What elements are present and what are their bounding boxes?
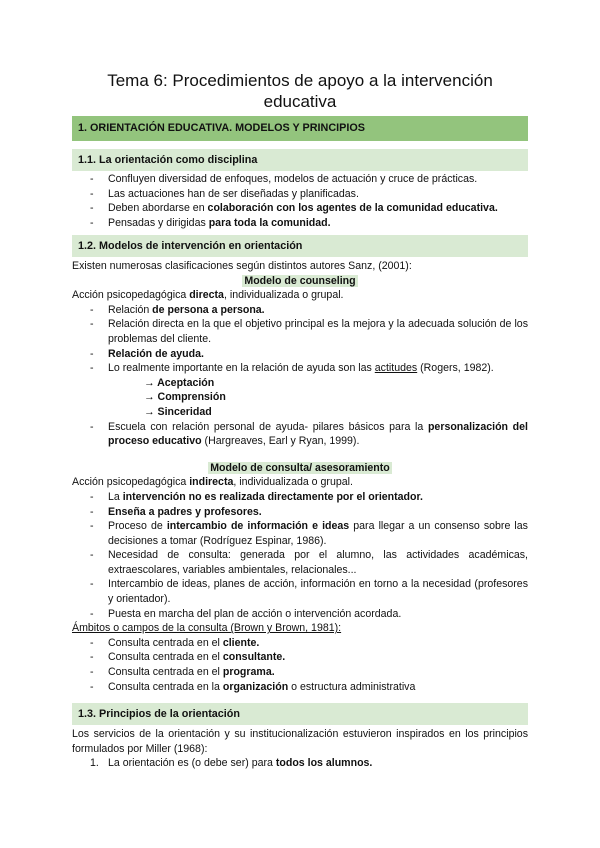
list-item-text: Consulta centrada en el (108, 636, 223, 649)
list-item (72, 548, 528, 577)
list-item-bold: organización (222, 680, 289, 693)
list-item (72, 650, 528, 665)
ambitos-list (72, 636, 528, 694)
page-title (60, 70, 540, 112)
list-item-text: Proceso de (108, 520, 167, 533)
list-item (72, 187, 528, 202)
list-item-text: Relación (108, 303, 153, 316)
list-item-text: La orientación es (o debe ser) para (108, 757, 276, 770)
list-item-text: Escuela con relación personal de ayuda- pilares básicos para la (108, 420, 428, 433)
section-heading-1-3: 1.3. Principios de la orientación (72, 703, 528, 725)
list-item (72, 756, 528, 771)
list-item (72, 172, 528, 187)
list-item-text: Puesta en marcha del plan de acción o intervención acordada. (108, 607, 402, 620)
list-item-text: Intercambio de ideas, planes de acción, información en torno a la necesidad (profesores y orientador). (108, 578, 528, 606)
list-item-bold: Relación de ayuda. (108, 347, 204, 360)
list-item-bold: consultante. (222, 651, 286, 664)
list-item-text: Pensadas y dirigidas (108, 216, 209, 229)
list-item (72, 303, 528, 318)
section-heading-1-1: 1.1. La orientación como disciplina (72, 149, 528, 171)
list-item-text: Confluyen diversidad de enfoques, modelos de actuación y cruce de prácticas. (108, 173, 478, 185)
list-item (72, 577, 528, 606)
list-item (72, 665, 528, 680)
list-item (72, 505, 528, 520)
list-item-text: para llegar a un consenso sobre las decisiones a tomar (Rodríguez Espinar, 1986). (108, 520, 528, 547)
list-item (72, 420, 528, 449)
counseling-lead (72, 288, 528, 303)
list-item-bold: todos los alumnos. (275, 757, 373, 770)
arrow-item-sinceridad: → Sinceridad (144, 405, 212, 418)
list-item-text: Necesidad de consulta: generada por el alumno, las actividades académicas, extraescolares, variables ambientales, relacionales... (108, 549, 528, 576)
list-item-text: (Hargreaves, Earl y Ryan, 1999). (201, 435, 360, 448)
list-item-bold: personalización del proceso educativo (108, 420, 528, 448)
section-1-2-body (72, 259, 528, 694)
consulta-list (72, 490, 528, 621)
lead-text: , individualizada o grupal. (233, 476, 353, 489)
list-item (72, 490, 528, 505)
list-item-text: Consulta centrada en el (108, 651, 223, 664)
principles-list (72, 756, 528, 771)
list-item-text: Lo realmente importante en la relación de ayuda son las (108, 362, 375, 375)
list-number: 1. (90, 757, 99, 770)
list-item-text: Consulta centrada en el (108, 666, 223, 679)
counseling-list (72, 303, 528, 376)
list-item (72, 680, 528, 695)
list-item-bold: intercambio de información e ideas (166, 520, 350, 533)
lead-text: Acción psicopedagógica (72, 289, 190, 302)
counseling-list-2 (72, 420, 528, 449)
page-title-line2: educativa (263, 92, 337, 111)
section-heading-1: 1. ORIENTACIÓN EDUCATIVA. MODELOS Y PRINCIPIOS (72, 116, 528, 141)
arrow-item-comprension: → Comprensión (144, 391, 226, 404)
consulta-heading-text: Modelo de consulta/ asesoramiento (210, 461, 390, 474)
list-item-text: o estructura administrativa (288, 680, 416, 693)
list-item (72, 347, 528, 362)
list-item (72, 361, 528, 376)
list-item (72, 216, 528, 231)
consulta-lead (72, 475, 528, 490)
list-item (72, 519, 528, 548)
principles-intro: Los servicios de la orientación y su institucionalización estuvieron inspirados en los principios formulados por Miller (1968): (72, 728, 528, 755)
list-item-text: (Rogers, 1982). (417, 362, 494, 375)
list-item (72, 636, 528, 651)
list-item-bold: de persona a persona. (152, 303, 265, 316)
section-1-3-body (72, 727, 528, 771)
lead-bold: directa (189, 289, 224, 302)
counseling-heading (72, 274, 528, 289)
lead-text: , individualizada o grupal. (223, 289, 344, 302)
lead-text: Acción psicopedagógica (72, 476, 190, 489)
page-title-line1: Tema 6: Procedimientos de apoyo a la intervención (107, 71, 493, 90)
list-item-bold: colaboración con los agentes de la comunidad educativa. (207, 202, 498, 215)
list-item (72, 607, 528, 622)
consulta-heading (72, 461, 528, 476)
section-heading-1-2: 1.2. Modelos de intervención en orientación (72, 235, 528, 257)
list-item-text: Las actuaciones han de ser diseñadas y planificadas. (108, 187, 359, 200)
list-item-text: La (108, 490, 123, 503)
section-1-1-list (72, 172, 528, 230)
list-item-bold: para toda la comunidad. (208, 216, 331, 229)
list-item-bold: intervención no es realizada directamente por el orientador. (122, 490, 423, 503)
list-item (72, 317, 528, 346)
list-item-text: Relación directa en la que el objetivo principal es la mejora y la adecuada solución de los problemas del cliente. (108, 318, 528, 345)
list-item-text: Consulta centrada en la (108, 680, 223, 693)
lead-bold: indirecta (189, 476, 234, 489)
list-item-bold: cliente. (222, 636, 260, 649)
intro-paragraph: Existen numerosas clasificaciones según distintos autores Sanz, (2001): (72, 260, 412, 272)
list-item-bold: programa. (222, 666, 275, 679)
list-item-underlined: actitudes (374, 362, 418, 375)
list-item-bold: Enseña a padres y profesores. (108, 505, 262, 518)
ambitos-heading: Ámbitos o campos de la consulta (Brown y Brown, 1981): (72, 622, 342, 635)
list-item (72, 201, 528, 216)
arrow-item-aceptacion: → Aceptación (144, 376, 215, 389)
list-item-text: Deben abordarse en (108, 202, 208, 215)
counseling-heading-text: Modelo de counseling (244, 274, 356, 287)
